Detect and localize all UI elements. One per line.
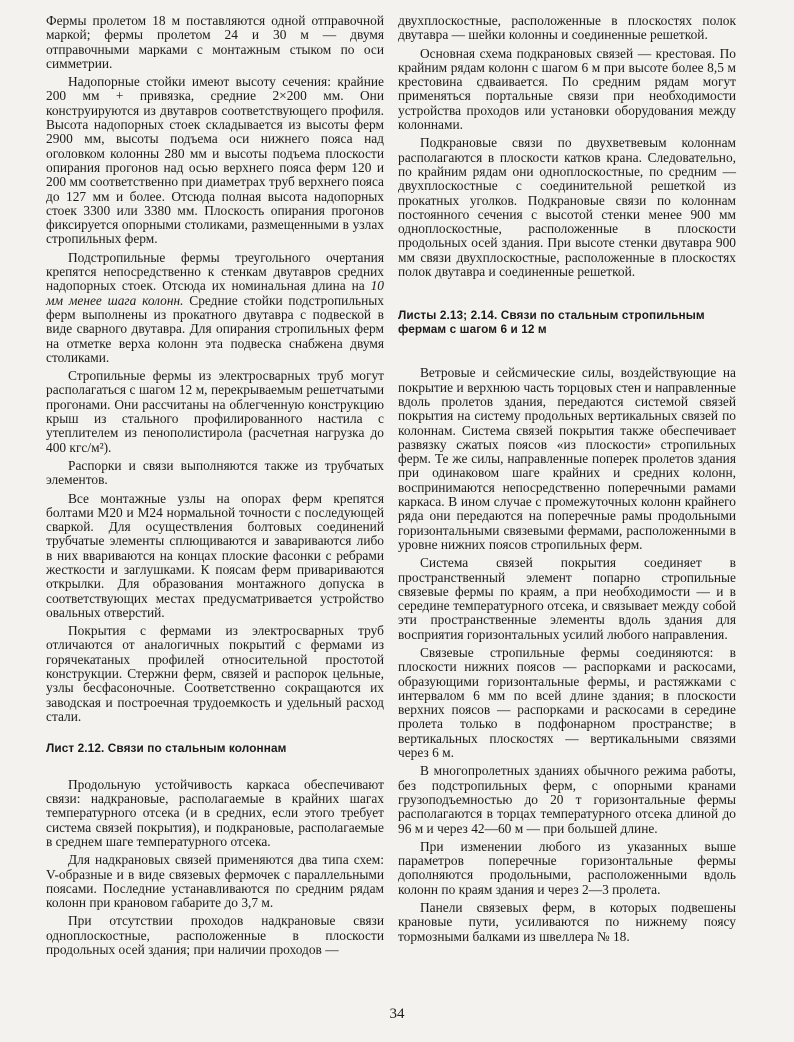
- paragraph: Стропильные фермы из электросварных труб могут располагаться с шагом 12 м, перекрываемым решетчатыми прогонами. Они рассчитаны на облегченную конструкцию крыш из стального профилированного настила с утеплителем из пенополистирола (расчетная нагрузка до 400 кгс/м²).: [46, 368, 384, 455]
- paragraph: При отсутствии проходов надкрановые связи одноплоскостные, расположенные в плоскости продольных осей здания; при наличии проходов —: [46, 913, 384, 958]
- paragraph: [46, 251, 384, 365]
- paragraph-text: Подстропильные фермы треугольного очертания крепятся непосредственно к стенкам двутавров средних надопорных стоек. Отсюда их номинальная длина на: [46, 249, 384, 294]
- paragraph: Распорки и связи выполняются также из трубчатых элементов.: [46, 457, 384, 488]
- paragraph: Фермы пролетом 18 м поставляются одной отправочной маркой; фермы пролетом 24 и 30 м — двумя отправочными марками с монтажным стыком по оси симметрии.: [46, 13, 384, 71]
- paragraph-italic: 10 мм менее шага колонн.: [46, 278, 384, 308]
- paragraph: Все монтажные узлы на опорах ферм крепятся болтами М20 и М24 нормальной точности с последующей сваркой. Для осуществления болтовых соединений трубчатые элементы сплющиваются и завариваются либо в них ввариваются на концах плоские фасонки с ребрами жесткости и заглушками. К поясам ферм привариваются открылки. Для образования монтажного допуска в соответствующих местах предусматривается устройство овальных отверстий.: [46, 490, 384, 620]
- paragraph: Панели связевых ферм, в которых подвешены крановые пути, усиливаются по нижнему поясу тормозными балками из швеллера № 18.: [398, 900, 736, 944]
- section-heading: Лист 2.12. Связи по стальным колоннам: [46, 741, 287, 756]
- paragraph: В многопролетных зданиях обычного режима работы, без подстропильных ферм, с опорными кранами грузоподъемностью до 20 т горизонтальные фермы располагаются в торцах температурного отсека длиной до 96 м и через 42—60 м — при большей длине.: [398, 763, 736, 836]
- paragraph-continuation: двухплоскостные, расположенные в плоскостях полок двутавра — шейки колонны и соединенные решеткой.: [398, 13, 736, 43]
- paragraph: Ветровые и сейсмические силы, воздействующие на покрытие и верхнюю часть торцовых стен и направленные вдоль пролетов здания, передаются системой связей покрытия на систему продольных вертикальных связей по колоннам. Система связей покрытия также обеспечивает развязку сжатых поясов «из плоскости» стропильных ферм. Те же силы, направленные поперек пролетов здания при одинаковом шаге крайних и средних колонн, воспринимаются непосредственно поперечными рамами каркаса. В ином случае с промежуточных колонн крайнего ряда они передаются на поперечные рамы продольными горизонтальными связевыми фермами, расположенными в уровне нижних поясов стропильных ферм.: [398, 365, 736, 552]
- paragraph: Система связей покрытия соединяет в пространственный элемент попарно стропильные связевые фермы по краям, а при необходимости — и в середине температурного отсека, и связывает между собой эти пространственные элементы вдоль здания для восприятия горизонтальных усилий любого направления.: [398, 555, 736, 642]
- right-column: [398, 14, 736, 948]
- page-number: 34: [389, 1006, 405, 1022]
- paragraph: Для надкрановых связей применяются два типа схем: V-образные и в виде связевых фермочек с параллельными поясами. Последние устанавливаются по средним рядам колонн при крановом габарите до 3,7 м.: [46, 852, 384, 911]
- paragraph: Подкрановые связи по двухветвевым колоннам располагаются в плоскости катков крана. Следовательно, по крайним рядам они одноплоскостные, по средним — двухплоскостные с соединительной решеткой из прокатных уголков. Подкрановые связи по колоннам постоянного сечения с высотой стенки менее 900 мм одноплоскостные, расположенные в плоскости продольных осей здания. При высоте стенки двутавра 900 мм связи двухплоскостные, расположенные в плоскостях полок двутавра и соединенные решеткой.: [398, 135, 736, 280]
- paragraph: Покрытия с фермами из электросварных труб отличаются от аналогичных покрытий с фермами из горячекатаных профилей относительной простотой конструкции. Стержни ферм, связей и распорок цельные, узлы бесфасоночные. Соответственно сокращаются их заводская и построечная трудоемкость и удельный расход стали.: [46, 623, 384, 724]
- paragraph: Связевые стропильные фермы соединяются: в плоскости нижних поясов — распорками и раскосами, образующими горизонтальные фермы, и растяжками с интервалом 6 мм по всей длине здания; в плоскости верхних поясов — распорками и раскосами в середине пролета только в подфонарном пространстве; в вертикальных плоскостях — вертикальными связями через 6 м.: [398, 644, 736, 761]
- paragraph: При изменении любого из указанных выше параметров поперечные горизонтальные фермы дополняются продольными, расположенными вдоль колонн по краям здания и через 2—3 пролета.: [398, 838, 736, 897]
- paragraph-text: Средние стойки подстропильных ферм выполнены из прокатного двутавра с подвеской в виде сварного двутавра. Для опирания стропильных ферм на отметке верха колонн эта подвеска снабжена двумя столиками.: [46, 292, 384, 365]
- paragraph: Надопорные стойки имеют высоту сечения: крайние 200 мм + привязка, средние 2×200 мм. Они конструируются из двутавров соответствующего профиля. Высота надопорных стоек складывается из высоты ферм 2900 мм, высоты подъема оси нижнего пояса над оголовком колонны 280 мм и высоты подъема плоскости опирания прогонов над осью верхнего пояса ферм 120 и 200 мм соответственно при диаметрах труб верхнего пояса до 127 мм и более. Отсюда полная высота надопорных стоек 3300 или 3380 мм. Плоскость опирания прогонов фиксируется опорными столиками, размещенными в узлах стропильных ферм.: [46, 74, 384, 247]
- section-heading: Листы 2.13; 2.14. Связи по стальным стропильным фермам с шагом 6 и 12 м: [398, 308, 705, 336]
- left-column: [46, 14, 384, 961]
- paragraph: Продольную устойчивость каркаса обеспечивают связи: надкрановые, располагаемые в крайних шагах температурного отсека (и в средних, если этого требует система связей покрытия), и подкрановые, располагаемые в среднем шаге температурного отсека.: [46, 776, 384, 849]
- paragraph: Основная схема подкрановых связей — крестовая. По крайним рядам колонн с шагом 6 м при высоте более 8,5 м крестовина сдваивается. По средним рядам могут применяться портальные связи при необходимости устройства проходов или установки оборудования между колоннами.: [398, 45, 736, 133]
